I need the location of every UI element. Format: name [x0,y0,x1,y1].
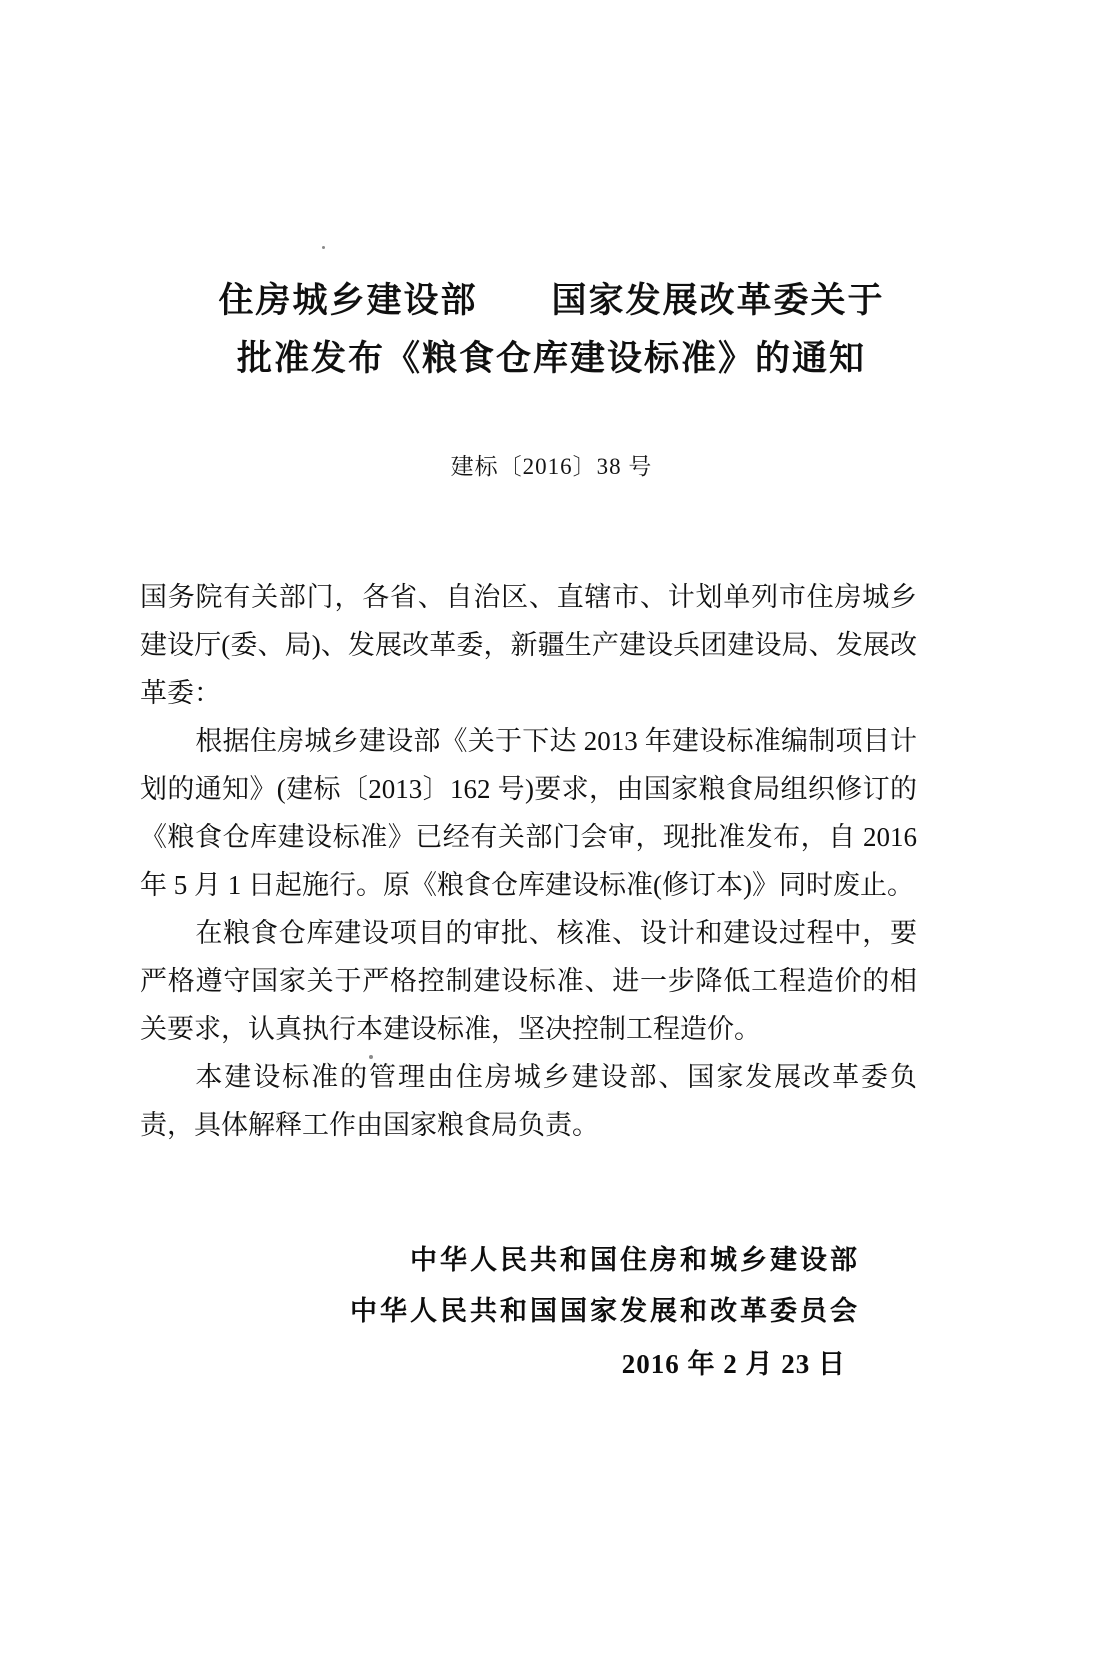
signature-org-ndrc: 中华人民共和国国家发展和改革委员会 [350,1296,860,1326]
signature-date: 2016 年 2 月 23 日 [621,1349,846,1379]
paragraph-management: 本建设标准的管理由住房城乡建设部、国家发展改革委负责，具体解释工作由国家粮食局负责。 [140,1062,917,1140]
scan-artifact [322,246,325,249]
document-title [0,0,1103,388]
document-number: 建标〔2016〕38 号 [450,454,653,479]
scan-artifact [369,1055,373,1059]
paragraph-requirements: 在粮食仓库建设项目的审批、核准、设计和建设过程中，要严格遵守国家关于严格控制建设标准、进一步降低工程造价的相关要求，认真执行本建设标准，坚决控制工程造价。 [140,918,917,1044]
title-line-1: 住房城乡建设部 国家发展改革委关于 [218,281,885,320]
paragraph-approval: 根据住房城乡建设部《关于下达 2013 年建设标准编制项目计划的通知》(建标〔2013〕162 号)要求，由国家粮食局组织修订的《粮食仓库建设标准》已经有关部门会审，现批准发布，自 2016 年 5 月 1 日起施行。原《粮食仓库建设标准(修订本)》同时废止。 [140,726,917,900]
signature-block [0,1235,1103,1390]
title-line-2: 批准发布《粮食仓库建设标准》的通知 [236,339,866,378]
paragraph-addressees: 国务院有关部门，各省、自治区、直辖市、计划单列市住房城乡建设厅(委、局)、发展改革委，新疆生产建设兵团建设局、发展改革委： [140,582,917,708]
document-body [0,573,1103,1149]
signature-org-mohurd: 中华人民共和国住房和城乡建设部 [410,1245,860,1275]
